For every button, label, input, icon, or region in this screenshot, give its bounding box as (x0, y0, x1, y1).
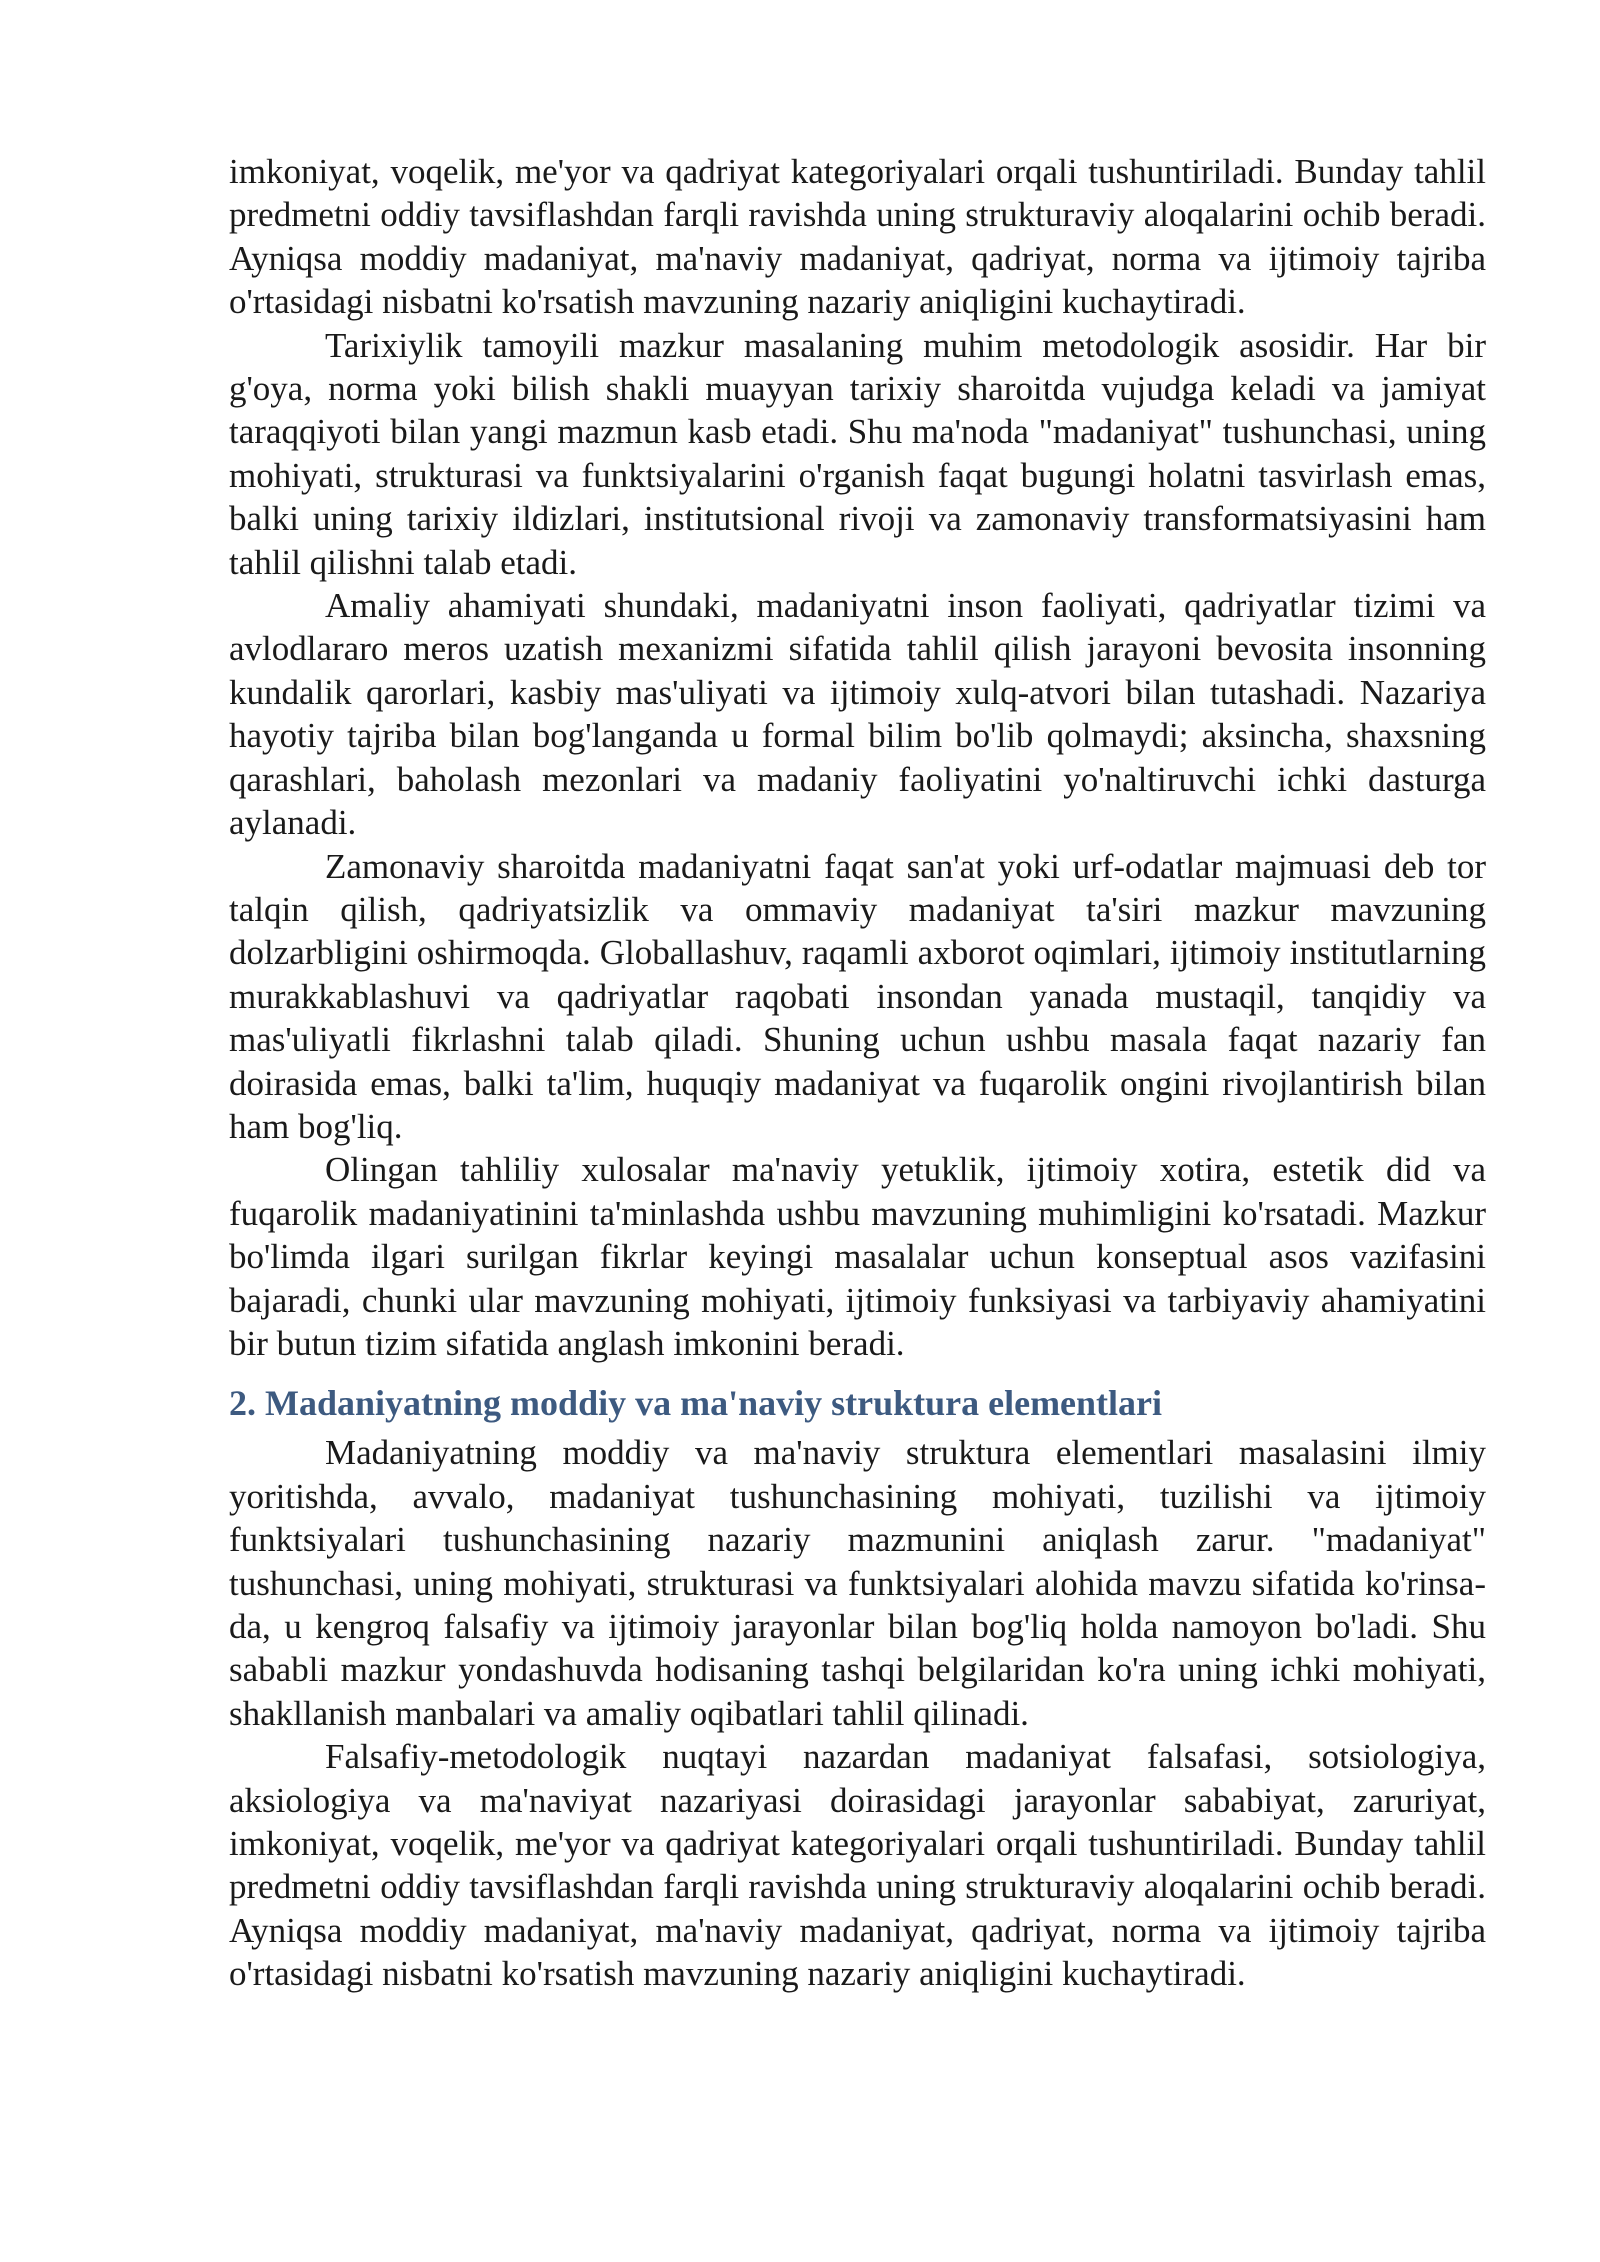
paragraph-philosophical-method: Falsafiy-metodologik nuqtayi nazardan madaniyat falsafasi, sotsiologiya, aksiologiya va ma'naviyat nazariyasi doirasidagi jarayonlar sababiyat, zaruriyat, imkoniyat, voqelik, me'yor va qadriyat kategoriyalari orqali tushuntiriladi. Bunday tahlil predmetni oddiy tavsiflashdan farqli ravishda uning strukturaviy aloqalarini ochib beradi. Ayniqsa moddiy madaniyat, ma'naviy madaniyat, qadriyat, norma va ijtimoiy tajriba o'rtasidagi nisbatni ko'rsatish mavzuning nazariy aniqligini kuchaytiradi. (229, 1737, 1486, 1994)
paragraph-modern-conditions: Zamonaviy sharoitda madaniyatni faqat san'at yoki urf-odatlar majmuasi deb tor talqin qilish, qadriyatsizlik va ommaviy madaniyat ta'siri mazkur mavzuning dolzarbligini oshirmoqda. Globallashuv, raqamli axborot oqimlari, ijtimoiy institutlarning murakkablashuvi va qadriyatlar raqobati insondan yanada mustaqil, tanqidiy va mas'uliyatli fikrlashni talab qiladi. Shuning uchun ushbu masala faqat nazariy fan doirasida emas, balki ta'lim, huquqiy madaniyat va fuqarolik ongini rivojlantirish bilan ham bog'liq. (229, 846, 1486, 1146)
paragraph-continuation: imkoniyat, voqelik, me'yor va qadriyat kategoriyalari orqali tushuntiriladi. Bunday tahlil predmetni oddiy tavsiflashdan farqli ravishda uning strukturaviy aloqalarini ochib beradi. Ayniqsa moddiy madaniyat, ma'naviy madaniyat, qadriyat, norma va ijtimoiy tajriba o'rtasidagi nisbatni ko'rsatish mavzuning nazariy aniqligini kuchaytiradi. (229, 152, 1486, 322)
document-page (229, 150, 1486, 1996)
paragraph-historicism: Tarixiylik tamoyili mazkur masalaning muhim metodologik asosidir. Har bir g'oya, norma yoki bilish shakli muayyan tarixiy sharoitda vujudga keladi va jamiyat taraqqiyoti bilan yangi mazmun kasb etadi. Shu ma'noda "madaniyat" tushunchasi, uning mohiyati, strukturasi va funktsiyalarini o'rganish faqat bugungi holatni tasvirlash emas, balki uning tarixiy ildizlari, institutsional rivoji va zamonaviy transformatsiyasini ham tahlil qilishni talab etadi. (229, 325, 1486, 582)
paragraph-practical-significance: Amaliy ahamiyati shundaki, madaniyatni inson faoliyati, qadriyatlar tizimi va avlodlararo meros uzatish mexanizmi sifatida tahlil qilish jarayoni bevosita insonning kundalik qarorlari, kasbiy mas'uliyati va ijtimoiy xulq-atvori bilan tutashadi. Nazariya hayotiy tajriba bilan bog'langanda u formal bilim bo'lib qolmaydi; aksincha, shaxsning qarashlari, baholash mezonlari va madaniy faoliyatini yo'naltiruvchi ichki dasturga aylanadi. (229, 586, 1486, 843)
section-heading: 2. Madaniyatning moddiy va ma'naviy struktura elementlari (229, 1383, 1163, 1424)
paragraph-section-intro: Madaniyatning moddiy va ma'naviy struktura elementlari masalasini ilmiy yoritishda, avvalo, madaniyat tushunchasining mohiyati, tuzilishi va ijtimoiy funktsiyalari tushunchasining nazariy mazmunini aniqlash zarur. "madaniyat" tushunchasi, uning mohiyati, strukturasi va funktsiyalari alohida mavzu sifatida ko'rinsa-da, u kengroq falsafiy va ijtimoiy jarayonlar bilan bog'liq holda namoyon bo'ladi. Shu sababli mazkur yondashuvda hodisaning tashqi belgilaridan ko'ra uning ichki mohiyati, shakllanish manbalari va amaliy oqibatlari tahlil qilinadi. (229, 1433, 1486, 1733)
paragraph-conclusions: Olingan tahliliy xulosalar ma'naviy yetuklik, ijtimoiy xotira, estetik did va fuqarolik madaniyatinini ta'minlashda ushbu mavzuning muhimligini ko'rsatadi. Mazkur bo'limda ilgari surilgan fikrlar keyingi masalalar uchun konseptual asos vazifasini bajaradi, chunki ular mavzuning mohiyati, ijtimoiy funksiyasi va tarbiyaviy ahamiyatini bir butun tizim sifatida anglash imkonini beradi. (229, 1150, 1486, 1363)
